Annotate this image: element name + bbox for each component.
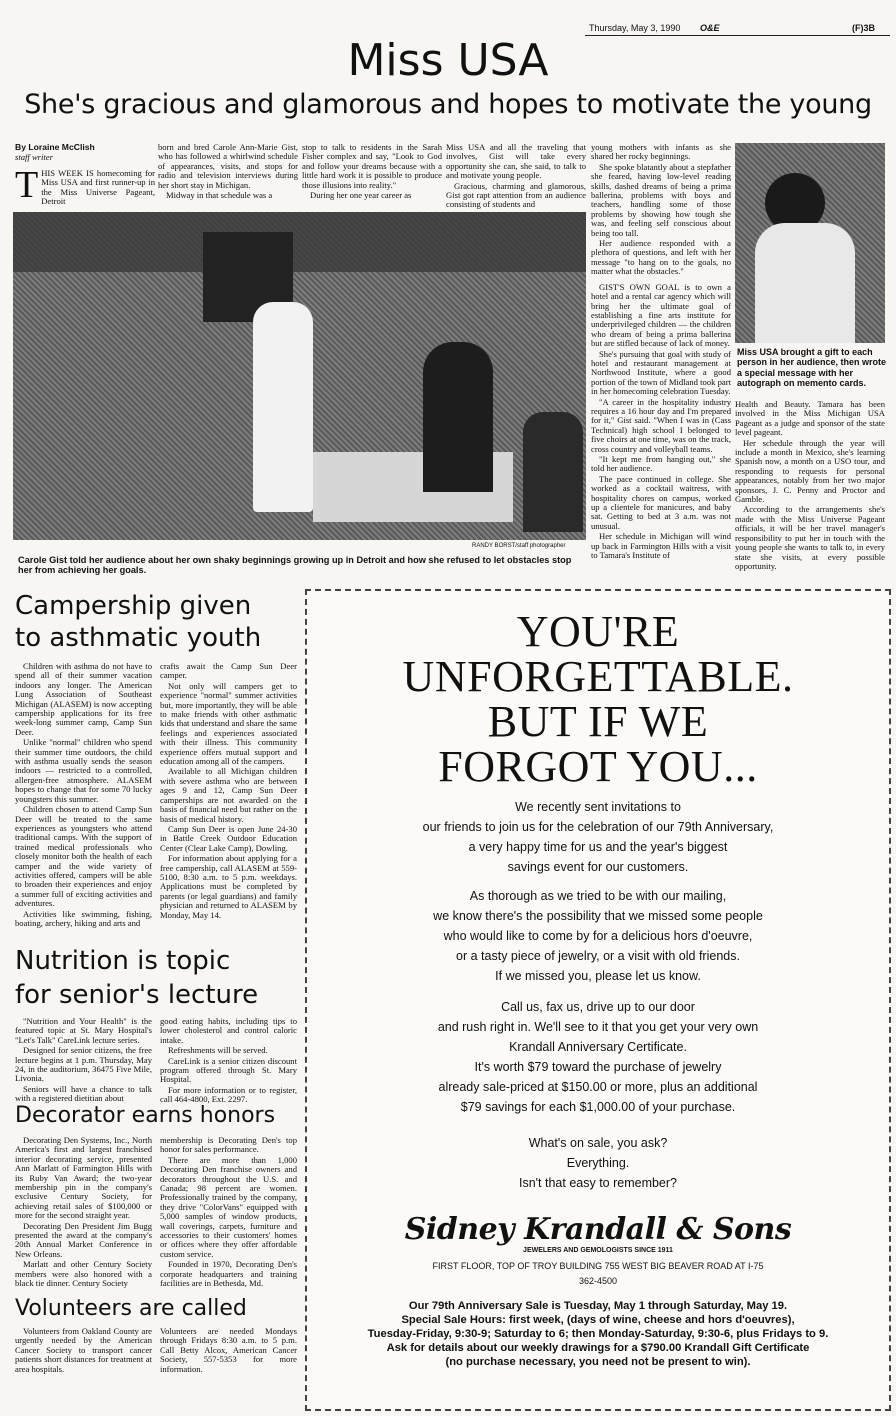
story-paragraph: Camp Sun Deer is open June 24-30 in Battle Creek Outdoor Education Center (Clear Lake Camp), Dowling. bbox=[160, 823, 297, 853]
inset-photo bbox=[735, 143, 885, 343]
audience-figure bbox=[423, 342, 493, 492]
ad-copy-line: Call us, fax us, drive up to our door bbox=[501, 1000, 695, 1014]
story-paragraph: "A career in the hospitality industry requires a 16 hour day and I'm prepared for it," Gist said. "When I was in (Cass Technical) high school I belonged to five choirs at one time, was on the track, cross country and volleyball teams. bbox=[591, 396, 731, 454]
page-number: (F)3B bbox=[852, 23, 875, 33]
ad-sale-line: Special Sale Hours: first week, (days of wine, cheese and hors d'oeuvres), bbox=[401, 1314, 795, 1326]
story-paragraph: The pace continued in college. She worked as a cocktail waitress, with hospitality chores on campus, worked up a clientele for manicures, and baby sat. Getting to bed at 3 a.m. was not unusual. bbox=[591, 473, 731, 531]
campership-column-2 bbox=[160, 662, 297, 934]
story-paragraph: For information about applying for a free campership, call ALASEM at 559-5100, 8:30 a.m. to 5 p.m. weekdays. Applications must be completed by parents (or legal guardians) and family physician and returned to ALASEM by Monday, May 14. bbox=[160, 853, 297, 920]
ad-copy-line: who would like to come by for a delicious hors d'oeuvre, bbox=[443, 929, 753, 943]
audience-figure bbox=[523, 412, 583, 532]
story-paragraph: Decorating Den Systems, Inc., North America's first and largest franchised interior decorating service, presented Ann Marlatt of Farmington Hills with its Ruby Van Award; the two-year membership pin in the company's exclusive Century Society, for achieving retail sales of $100,000 or more for the second straight year. bbox=[15, 1135, 152, 1221]
volunteers-title: Volunteers are called bbox=[15, 1296, 247, 1321]
story-paragraph: Her schedule through the year will include a month in Mexico, she's learning Spanish now, a month on a USO tour, and responding to requests for personal appearances, notably from her two major sponsors, J. C. Penny and Proctor and Gamble. bbox=[735, 437, 885, 505]
nutrition-column-1 bbox=[15, 1016, 152, 1104]
story-column-5 bbox=[591, 143, 731, 580]
ad-sale-line: Tuesday-Friday, 9:30-9; Saturday to 6; then Monday-Saturday, 9:30-6, plus Fridays to 9. bbox=[367, 1328, 829, 1340]
story-paragraph: "Nutrition and Your Health" is the featured topic at St. Mary Hospital's "Let's Talk" CareLink lecture series. bbox=[15, 1016, 152, 1045]
story-paragraph: GIST'S OWN GOAL is to own a hotel and a rental car agency which will bring her the ultimate goal of establishing a fine arts institute for underprivileged children — the children who dream of being a prima ballerina but are stifled because of lack of money. bbox=[591, 281, 731, 349]
story-column-4 bbox=[446, 142, 586, 210]
nutrition-column-2 bbox=[160, 1016, 297, 1105]
ad-copy-line: savings event for our customers. bbox=[507, 860, 689, 874]
story-paragraph: Unlike "normal" children who spend their summer time outdoors, the child with asthma usually sends the season indoors — restricted to a controlled, allergen-free atmosphere. ALASEM hopes to change that for some 70 lucky youngsters this summer. bbox=[15, 737, 152, 804]
photo-shade bbox=[13, 212, 586, 272]
story-paragraph: Decorating Den President Jim Bugg presented the award at the company's 20th Annual Market Conference in New Orleans. bbox=[15, 1220, 152, 1259]
story-paragraph: Children chosen to attend Camp Sun Deer will be treated to the same experiences as youngsters who attend traditional camps. With the support of trained medical professionals who closely monitor both the health of each camper and the wide variety of activities offered, campers will be able to broaden their experiences and enjoy a summer full of exciting activities and adventures. bbox=[15, 804, 152, 909]
story-paragraph: young mothers with infants as she shared her rocky beginnings. bbox=[591, 142, 731, 162]
story-paragraph: Founded in 1970, Decorating Den's corporate headquarters and training facilities are in Bethesda, Md. bbox=[160, 1259, 297, 1289]
story-paragraph: Her schedule in Michigan will wind up back in Farmington Hills with a visit to Tamara's Institute of bbox=[591, 531, 731, 561]
story-paragraph: There are more than 1,000 Decorating Den franchise owners and decorators throughout the U.S. and Canada; 98 percent are women. Professionally trained by the company, they drive "ColorVans" equipped with 5,000 samples of window products, wall coverings, carpets, furniture and accessories to their customers' homes or offices where they offer affordable custom service. bbox=[160, 1154, 297, 1259]
story-paragraph: Her audience responded with a plethora of questions, and left with her message "to hang on to the goals, no matter what the obstacles." bbox=[591, 238, 731, 277]
story-paragraph: According to the arrangements she's made with the Miss Universe Pageant officials, it will be her travel manager's responsibility to put her in touch with the young people she wants to talk to, in every state she visits, at every possible opportunity. bbox=[735, 504, 885, 571]
krandall-logo: Sidney Krandall & Sons bbox=[404, 1212, 792, 1247]
story-column-1 bbox=[15, 143, 155, 207]
ad-copy-line: It's worth $79 toward the purchase of jewelry bbox=[474, 1060, 722, 1074]
ad-sale-line: Our 79th Anniversary Sale is Tuesday, May 1 through Saturday, May 19. bbox=[408, 1300, 788, 1312]
ad-copy-line: our friends to join us for the celebration of our 79th Anniversary, bbox=[422, 820, 774, 834]
store-phone: 362-4500 bbox=[578, 1276, 618, 1286]
campership-title-line: Campership given bbox=[15, 591, 252, 621]
story-paragraph: Volunteers from Oakland County are urgently needed by the American Cancer Society to transport cancer patients short distances for treatment at area hospitals. bbox=[15, 1326, 152, 1374]
volunteers-column-2 bbox=[160, 1327, 297, 1399]
story-paragraph: Miss USA and all the traveling that involves, Gist will take every opportunity she can, she said, to talk to and motivate young people. bbox=[446, 142, 586, 181]
krandall-advertisement bbox=[305, 589, 891, 1411]
main-photo bbox=[13, 212, 586, 540]
byline-role: staff writer bbox=[15, 152, 53, 163]
story-paragraph: Designed for senior citizens, the free lecture begins at 1 p.m. Thursday, May 24, in the auditorium, 36475 Five Mile, Livonia. bbox=[15, 1045, 152, 1084]
campership-column-1 bbox=[15, 662, 152, 934]
ad-copy-line: already sale-priced at $150.00 or more, plus an additional bbox=[438, 1080, 758, 1094]
ad-copy-line: or a tasty piece of jewelry, or a visit with old friends. bbox=[456, 949, 740, 963]
ad-copy-line: a very happy time for us and the year's biggest bbox=[468, 840, 728, 854]
story-paragraph: Not only will campers get to experience "normal" summer activities but, more importantly, they will be able to make friends with other asthmatic kids that understand and share the same feelings and experiences associated with their illness. This community experience offers mutual support and education among all of the campers. bbox=[160, 680, 297, 767]
ad-sale-line: Ask for details about our weekly drawings for a $790.00 Krandall Gift Certificate bbox=[386, 1342, 810, 1354]
store-address: FIRST FLOOR, TOP OF TROY BUILDING 755 WEST BIG BEAVER ROAD AT I-75 bbox=[432, 1261, 764, 1271]
story-paragraph: "It kept me from hanging out," she told her audience. bbox=[591, 454, 731, 474]
figure-gown bbox=[253, 302, 313, 512]
ad-copy-line: and rush right in. We'll see to it that you get your very own bbox=[437, 1020, 759, 1034]
story-paragraph: Midway in that schedule was a bbox=[166, 190, 273, 201]
ad-copy-line: If we missed you, please let us know. bbox=[495, 969, 701, 983]
story-paragraph: She's pursuing that goal with study of hotel and restaurant management at Northwood Institute, where a good portion of the town of Midland took part in her homecoming celebration Tuesday. bbox=[591, 348, 731, 397]
section-name: O&E bbox=[700, 23, 720, 33]
nutrition-title-line: for senior's lecture bbox=[15, 980, 259, 1010]
story-column-2 bbox=[158, 143, 298, 206]
ad-headline-1: YOU'RE bbox=[516, 607, 680, 656]
photo-caption: Carole Gist told her audience about her own shaky beginnings growing up in Detroit and how she refused to let obstacles stop her from achieving her goals. bbox=[18, 555, 572, 575]
byline: By Loraine McClish bbox=[15, 142, 95, 152]
campership-title bbox=[15, 590, 305, 654]
decorator-column-1 bbox=[15, 1136, 152, 1296]
story-column-6 bbox=[735, 400, 885, 580]
logo-subtitle: JEWELERS AND GEMOLOGISTS SINCE 1911 bbox=[523, 1247, 673, 1254]
ad-copy-line: Everything. bbox=[566, 1156, 630, 1170]
campership-title-line: to asthmatic youth bbox=[15, 623, 262, 653]
story-paragraph: crafts await the Camp Sun Deer camper. bbox=[160, 661, 297, 681]
story-paragraph: Available to all Michigan children with severe asthma who are between ages 9 and 12, Camp Sun Deer camperships are not awarded on the basis of financial need but rather on the basis of medical history. bbox=[160, 766, 297, 824]
story-paragraph: membership is Decorating Den's top honor for sales performance. bbox=[160, 1135, 297, 1155]
story-paragraph: Activities like swimming, fishing, boating, archery, hiking and arts and bbox=[15, 908, 152, 928]
story-paragraph: Children with asthma do not have to spend all of their summer vacation indoors any longer. The American Lung Association of Southeast Michigan (ALASEM) is now accepting campership applications for its free week-long summer camp, Camp Sun Deer. bbox=[15, 661, 152, 737]
ad-headline-4: FORGOT YOU... bbox=[438, 742, 758, 791]
header-rule bbox=[585, 35, 890, 36]
story-paragraph: Refreshments will be served. bbox=[168, 1045, 268, 1056]
dateline: Thursday, May 3, 1990 bbox=[589, 23, 681, 33]
ad-copy-line: We recently sent invitations to bbox=[515, 800, 681, 814]
story-title: Miss USA bbox=[347, 35, 549, 86]
story-paragraph: stop to talk to residents in the Sarah Fisher complex and say, "Look to God and follow your dreams because with a little hard work it is possible to produce those illusions into reality." bbox=[302, 142, 442, 190]
ad-sale-line: (no purchase necessary, you need not be present to win). bbox=[445, 1356, 751, 1368]
story-paragraph: CareLink is a senior citizen discount program offered through St. Mary Hospital. bbox=[160, 1055, 297, 1085]
drop-cap: T bbox=[15, 163, 39, 206]
story-paragraph: During her one year career as bbox=[310, 190, 412, 201]
inset-caption: Miss USA brought a gift to each person in her audience, then wrote a special message with her autograph on memento cards. bbox=[737, 347, 887, 388]
story-paragraph: born and bred Carole Ann-Marie Gist, who has followed a whirlwind schedule of appearances, visits, and stops for radio and television interviews during her short stay in Michigan. bbox=[158, 142, 298, 190]
ad-copy-line: we know there's the possibility that we missed some people bbox=[433, 909, 763, 923]
story-paragraph: Volunteers are needed Mondays through Fridays 8:30 a.m. to 5 p.m. Call Betty Alcox, American Cancer Society, 557-5353 for more information. bbox=[160, 1326, 297, 1374]
nutrition-title-line: Nutrition is topic bbox=[15, 946, 231, 976]
story-paragraph: good eating habits, including tips to lower cholesterol and control caloric intake. bbox=[160, 1016, 297, 1045]
decorator-title: Decorator earns honors bbox=[15, 1103, 276, 1128]
ad-headline-2: UNFORGETTABLE. bbox=[402, 652, 794, 701]
volunteers-column-1 bbox=[15, 1327, 152, 1399]
story-paragraph: Health and Beauty. Tamara has been involved in the Miss Michigan USA Pageant as a judge and sponsor of the state level pageant. bbox=[735, 399, 885, 438]
ad-headline-3: BUT IF WE bbox=[487, 697, 709, 746]
ad-copy-line: $79 savings for each $1,000.00 of your purchase. bbox=[460, 1100, 736, 1114]
ad-copy-line: What's on sale, you ask? bbox=[528, 1136, 668, 1150]
story-paragraph: She spoke blatantly about a stepfather she feared, having low-level reading skills, dashed dreams of being a prima ballerina, problems with boys and teachers, handling some of those problems by showing how tough she was, and feeling self conscious about being too tall. bbox=[591, 161, 731, 238]
photo-credit: RANDY BORST/staff photographer bbox=[472, 543, 566, 549]
story-paragraph: Seniors will have a chance to talk with a registered dietitian about bbox=[15, 1083, 152, 1104]
nutrition-title bbox=[15, 944, 305, 1012]
inset-gown bbox=[755, 223, 855, 343]
story-paragraph: Marlatt and other Century Society members were also honored with a black tie dinner. Century Society bbox=[15, 1259, 152, 1289]
ad-copy-line: Krandall Anniversary Certificate. bbox=[509, 1040, 687, 1054]
story-lede: HIS WEEK IS homecoming for Miss USA and first runner-up in the Miss Universe Pageant, Detroit bbox=[41, 167, 155, 207]
ad-copy-line: As thorough as we tried to be with our mailing, bbox=[469, 889, 727, 903]
decorator-column-2 bbox=[160, 1136, 297, 1296]
story-paragraph: Gracious, charming and glamorous, Gist got rapt attention from an audience consisting of students and bbox=[446, 180, 586, 210]
ad-copy-line: Isn't that easy to remember? bbox=[518, 1176, 677, 1190]
story-column-3 bbox=[302, 143, 442, 206]
story-subtitle: She's gracious and glamorous and hopes to motivate the young bbox=[24, 89, 872, 120]
story-paragraph: For more information or to register, call 464-4800, Ext. 2297. bbox=[160, 1084, 297, 1105]
